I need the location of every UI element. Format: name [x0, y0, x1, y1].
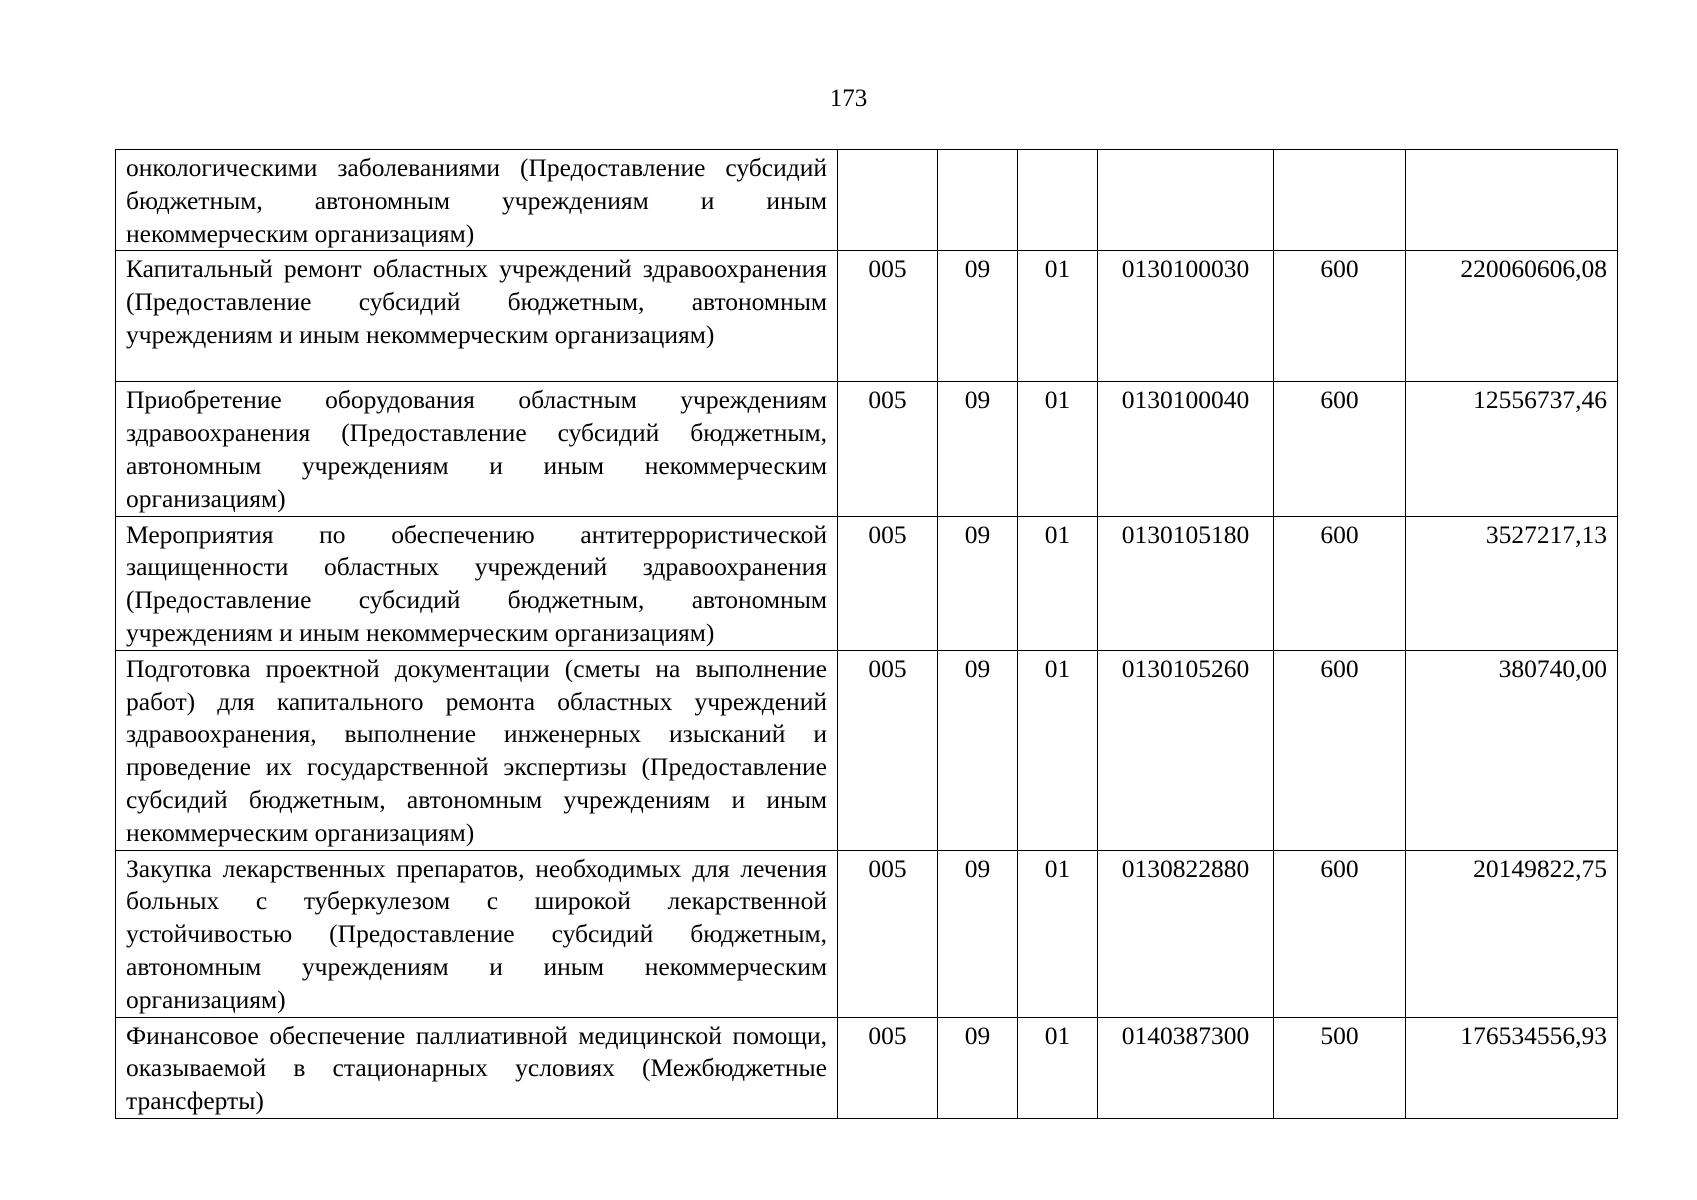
- target-item-code: 0130100030: [1098, 251, 1274, 382]
- ministry-code: [838, 150, 938, 251]
- row-description: онкологическими заболеваниями (Предоставление субсидий бюджетным, автономным учреждениям и иным некоммерческим организациям): [116, 150, 838, 251]
- subsection-code: [1018, 150, 1098, 251]
- expense-type-code: 600: [1274, 850, 1406, 1017]
- subsection-code: 01: [1018, 382, 1098, 516]
- ministry-code: 005: [838, 850, 938, 1017]
- expense-type-code: 600: [1274, 382, 1406, 516]
- subsection-code: 01: [1018, 251, 1098, 382]
- amount: 380740,00: [1406, 650, 1618, 850]
- section-code: 09: [938, 516, 1018, 650]
- expense-type-code: 600: [1274, 516, 1406, 650]
- amount: 3527217,13: [1406, 516, 1618, 650]
- target-item-code: 0140387300: [1098, 1017, 1274, 1118]
- expense-type-code: 600: [1274, 251, 1406, 382]
- ministry-code: 005: [838, 1017, 938, 1118]
- ministry-code: 005: [838, 251, 938, 382]
- table-row: [116, 251, 1618, 382]
- ministry-code: 005: [838, 650, 938, 850]
- amount: 12556737,46: [1406, 382, 1618, 516]
- expense-type-code: [1274, 150, 1406, 251]
- table-row: [116, 850, 1618, 1017]
- row-description: Приобретение оборудования областным учреждениям здравоохранения (Предоставление субсидий бюджетным, автономным учреждениям и иным некоммерческим организациям): [116, 382, 838, 516]
- subsection-code: 01: [1018, 516, 1098, 650]
- amount: 176534556,93: [1406, 1017, 1618, 1118]
- amount: [1406, 150, 1618, 251]
- row-description: Капитальный ремонт областных учреждений здравоохранения (Предоставление субсидий бюджетным, автономным учреждениям и иным некоммерческим организациям): [116, 251, 838, 382]
- subsection-code: 01: [1018, 1017, 1098, 1118]
- expense-type-code: 600: [1274, 650, 1406, 850]
- row-description: Подготовка проектной документации (сметы на выполнение работ) для капитального ремонта областных учреждений здравоохранения, выполнение инженерных изысканий и проведение их государственной экспертизы (Предоставление субсидий бюджетным, автономным учреждениям и иным некоммерческим организациям): [116, 650, 838, 850]
- row-description: Финансовое обеспечение паллиативной медицинской помощи, оказываемой в стационарных условиях (Межбюджетные трансферты): [116, 1017, 838, 1118]
- table-row: [116, 650, 1618, 850]
- table-row: [116, 382, 1618, 516]
- row-description: Закупка лекарственных препаратов, необходимых для лечения больных с туберкулезом с широкой лекарственной устойчивостью (Предоставление субсидий бюджетным, автономным учреждениям и иным некоммерческим организациям): [116, 850, 838, 1017]
- target-item-code: 0130100040: [1098, 382, 1274, 516]
- row-description: Мероприятия по обеспечению антитеррористической защищенности областных учреждений здравоохранения (Предоставление субсидий бюджетным, автономным учреждениям и иным некоммерческим организациям): [116, 516, 838, 650]
- table-row: [116, 1017, 1618, 1118]
- target-item-code: 0130105180: [1098, 516, 1274, 650]
- budget-table: [115, 149, 1618, 1119]
- section-code: 09: [938, 1017, 1018, 1118]
- target-item-code: [1098, 150, 1274, 251]
- target-item-code: 0130105260: [1098, 650, 1274, 850]
- section-code: 09: [938, 650, 1018, 850]
- ministry-code: 005: [838, 516, 938, 650]
- section-code: [938, 150, 1018, 251]
- subsection-code: 01: [1018, 850, 1098, 1017]
- subsection-code: 01: [1018, 650, 1098, 850]
- section-code: 09: [938, 251, 1018, 382]
- section-code: 09: [938, 850, 1018, 1017]
- section-code: 09: [938, 382, 1018, 516]
- page-number: 173: [829, 85, 868, 112]
- ministry-code: 005: [838, 382, 938, 516]
- amount: 20149822,75: [1406, 850, 1618, 1017]
- table-row: [116, 516, 1618, 650]
- table-row: [116, 150, 1618, 251]
- amount: 220060606,08: [1406, 251, 1618, 382]
- expense-type-code: 500: [1274, 1017, 1406, 1118]
- target-item-code: 0130822880: [1098, 850, 1274, 1017]
